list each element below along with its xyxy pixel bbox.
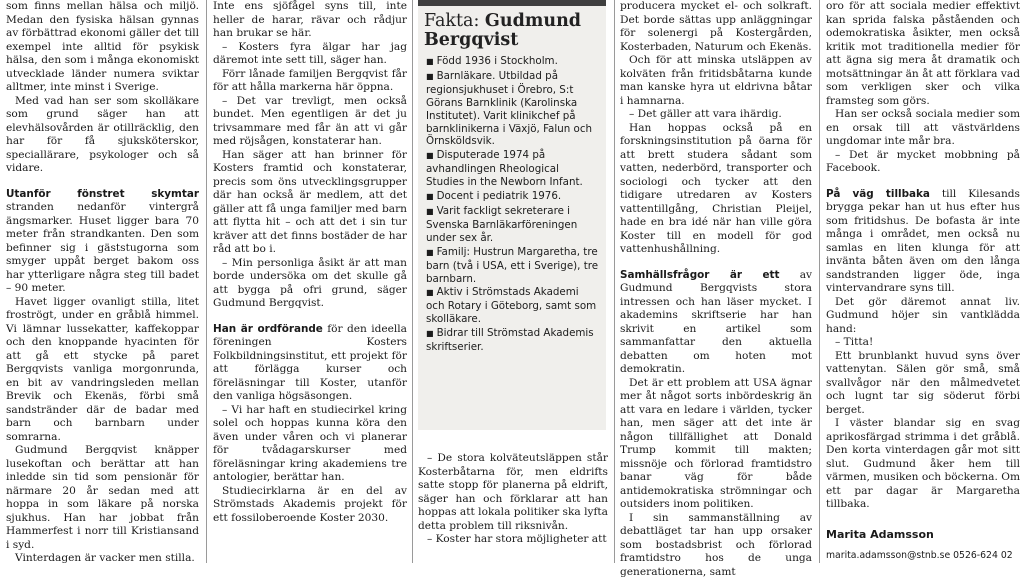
paragraph: Ett brunblankt huvud syns över vattenytan. Sälen gör små, små svallvågor när den målmedvetet och lugnt tar sig söderut förbi berget.: [826, 350, 1020, 418]
fact-item: [426, 327, 599, 354]
bullet-icon: ■: [426, 288, 434, 297]
paragraph: – Titta!: [826, 336, 1020, 350]
fact-item: [426, 286, 599, 326]
fact-item: [426, 205, 599, 245]
section-lead: Samhällsfrågor är ett: [620, 269, 779, 281]
paragraph: – Koster har stora möjligheter att: [418, 533, 608, 547]
fact-list: [418, 55, 606, 354]
column-divider: [412, 0, 413, 563]
paragraph: Studiecirklarna är en del av Strömstads Akademis projekt för ett fossiloberoende Koster 2030.: [213, 485, 407, 526]
bullet-icon: ■: [426, 72, 434, 81]
bullet-icon: ■: [426, 329, 434, 338]
article-column-1: [6, 0, 199, 563]
paragraph-with-lead: [6, 188, 199, 296]
fact-item: [426, 149, 599, 189]
paragraph: Inte ens sjöfågel syns till, inte heller de harar, rävar och rådjur han brukar se här.: [213, 0, 407, 41]
fact-text: Disputerade 1974 på avhandlingen Rheological Studies in the Newborn Infant.: [426, 149, 583, 188]
fact-box-heading-prefix: Fakta:: [424, 11, 485, 31]
paragraph: producera mycket el- och solkraft. Det borde sättas upp anläggningar för solenergi på Kostergården, Kosterbaden, Naturum och Ekenäs.: [620, 0, 812, 54]
fact-text: Aktiv i Strömstads Akademi och Rotary i Göteborg, samt som skolläkare.: [426, 286, 596, 325]
bullet-icon: ■: [426, 207, 434, 216]
paragraph-with-lead: [620, 269, 812, 377]
bullet-icon: ■: [426, 248, 434, 257]
paragraph: – Det gäller att vara ihärdig.: [620, 108, 812, 122]
paragraph: – Kosters fyra älgar har jag däremot inte sett till, säger han.: [213, 41, 407, 68]
paragraph: – Vi har haft en studiecirkel kring solel och hoppas kunna köra den även under våren och vi planerar för tvådagarskurser med föreläsningar kring akademiens tre antologier, berättar han.: [213, 404, 407, 485]
paragraph: oro för att sociala medier effektivt kan sprida falska påståenden och odemokratiska åsikter, men också kritik mot traditionella medier för att ägna sig mera åt dramatik och motsättningar än åt att förklara vad som verkligen sker och vilka framsteg som görs.: [826, 0, 1020, 108]
paragraph: – Min personliga åsikt är att man borde undersöka om det skulle gå att bygga på ofri grund, säger Gudmund Bergqvist.: [213, 257, 407, 311]
fact-text: Barnläkare. Utbildad på regionsjukhuset i Örebro, S:t Görans Barnklinik (Karolinska Institutet). Varit klinikchef på barnklinikerna i Växjö, Falun och Örnsköldsvik.: [426, 70, 592, 148]
column-divider: [206, 0, 207, 563]
section-lead: Han är ordförande: [213, 323, 323, 335]
paragraph: – Det var trevligt, men också bundet. Men egentligen är det ju trivsammare med får än att vi går med röjsågen, konstaterar han.: [213, 95, 407, 149]
author-name: Marita Adamsson: [826, 528, 1020, 542]
article-column-4: [620, 0, 812, 563]
fact-item: [426, 70, 599, 148]
paragraph: Det gör däremot annat liv. Gudmund höjer sin vantklädda hand:: [826, 296, 1020, 337]
paragraph: Med vad han ser som skolläkare som grund säger han att elevhälsovården är otillräcklig, den har för få sjuksköterskor, speciallärare, psykologer och så vidare.: [6, 95, 199, 176]
paragraph: Han hoppas också på en forskningsinstitution på öarna för att brett studera sådant som vatten, nederbörd, transporter och sociologi och tycker att den tidigare utredaren av Kosters vattentillgång, Christian Pleijel, hade en bra idé när han ville göra Koster till en modell för god vattenhushållning.: [620, 122, 812, 257]
column-divider: [614, 0, 615, 563]
section-lead: Utanför fönstret skymtar: [6, 188, 199, 200]
paragraph: Förr lånade familjen Bergqvist får för att hålla markerna här öppna.: [213, 68, 407, 95]
fact-item: [426, 55, 599, 69]
paragraph: Det är ett problem att USA ägnar mer åt något sorts inbördeskrig än att vara en ledare i världen, tycker han, men säger att det inte är någon tillfällighet att Donald Trump kommit till makten; missnöje och förlorad framtidstro banar väg för både antidemokratiska strömningar och outsiders inom politiken.: [620, 377, 812, 512]
fact-box-heading-name: Gudmund Bergqvist: [424, 11, 581, 50]
article-column-2: [213, 0, 407, 563]
paragraph: Han säger att han brinner för Kosters framtid och konstaterar, precis som öns utvecklingsgrupper där han också är medlem, att det gäller att få unga familjer med barn att flytta hit – och att det i sin tur kräver att det finns bostäder de har råd att bo i.: [213, 149, 407, 257]
fact-text: Docent i pediatrik 1976.: [437, 190, 562, 202]
bullet-icon: ■: [426, 192, 434, 201]
fact-box-heading: [424, 12, 606, 49]
paragraph-with-lead: [826, 188, 1020, 296]
paragraph: Gudmund Bergqvist knäpper lusekoftan och berättar att han inledde sin tid som pensionär för närmare 20 år sedan med att hoppa in som läkare på norska sjukhus. Han har jobbat från Hammerfest i norr till Kristiansand i syd.: [6, 444, 199, 552]
paragraph-text: till Kilesands brygga pekar han ut hus efter hus som fritidshus. De bofasta är inte många i området, men också nu samlas en liten klunga för att invänta båten även om den långa sandstranden ligger öde, inga vintervandrare syns till.: [826, 188, 1020, 295]
fact-text: Bidrar till Strömstad Akademis skriftserier.: [426, 327, 594, 353]
section-lead: På väg tillbaka: [826, 188, 930, 200]
fact-text: Född 1936 i Stockholm.: [437, 55, 558, 67]
paragraph: I väster blandar sig en svag aprikosfärgad strimma i det gråblå. Den korta vinterdagen går mot sitt slut. Gudmund åker hem till värmen, musiken och böckerna. Om ett par dagar är Margaretha tillbaka.: [826, 417, 1020, 512]
column-divider: [819, 0, 820, 563]
fact-box-top-bar: [418, 0, 606, 6]
paragraph: som finns mellan hälsa och miljö. Medan den fysiska hälsan gynnas av förbättrad ekonomi gäller det till exempel inte alltid för psykisk hälsa, den som i många ekonomiskt utvecklade länder numera sviktar alltmer, inte minst i Sverige.: [6, 0, 199, 95]
fact-item: [426, 246, 599, 286]
paragraph: – De stora kolväteutsläppen står Kosterbåtarna för, men eldrifts satte stopp för planerna på eldrift, säger han och förklarar att han hoppas att lokala politiker ska lyfta detta problem till riksnivån.: [418, 452, 608, 533]
paragraph-text: stranden nedanför vintergrå ängsmarker. Huset ligger bara 70 meter från strandkanten. Den som befinner sig i gäststugorna som smyger uppåt berget bakom oss har ytterligare några steg till badet – 90 meter.: [6, 201, 199, 294]
author-contact: marita.adamsson@stnb.se 0526-624 02: [826, 549, 1020, 563]
paragraph: Havet ligger ovanligt stilla, litet froströgt, under en gråblå himmel. Vi lämnar lussekatter, kaffekoppar och den knoppande hyacinten för att gå ett stycke på paret Bergqvists vanliga morgonrunda, en bit av vandringsleden mellan Brevik och Ekenäs, förbi små sandstränder där de badar med barn och barnbarn under somrarna.: [6, 296, 199, 445]
bullet-icon: ■: [426, 151, 434, 160]
paragraph: Han ser också sociala medier som en orsak till att västvärldens ungdomar inte mår bra.: [826, 108, 1020, 149]
article-column-5: [826, 0, 1020, 563]
paragraph: Och för att minska utsläppen av kolväten från fritidsbåtarna kunde man kanske hyra ut eldrivna båtar i hamnarna.: [620, 54, 812, 108]
fact-text: Familj: Hustrun Margaretha, tre barn (två i USA, ett i Sverige), tre barnbarn.: [426, 246, 598, 285]
paragraph-text: för den ideella föreningen Kosters Folkbildningsinstitut, ett projekt för att förlägga kurser och föreläsningar till Koster, utanför den vanliga högsäsongen.: [213, 323, 407, 403]
paragraph: – Det är mycket mobbning på Facebook.: [826, 149, 1020, 176]
fact-item: [426, 190, 599, 204]
paragraph-text: av Gudmund Bergqvists stora intressen och han läser mycket. I akademins skriftserie har han skrivit en artikel som sammanfattar den aktuella debatten om hoten mot demokratin.: [620, 269, 812, 376]
fact-text: Varit fackligt sekreterare i Svenska Barnläkarföreningen under sex år.: [426, 205, 577, 244]
bullet-icon: ■: [426, 57, 434, 66]
fact-box: [418, 0, 606, 430]
paragraph: I sin sammanställning av debattläget tar han upp orsaker som bostadsbrist och förlorad framtidstro hos de unga generationerna, samt: [620, 512, 812, 579]
paragraph-with-lead: [213, 323, 407, 404]
paragraph: Vinterdagen är vacker men stilla.: [6, 552, 199, 566]
article-column-3: [418, 452, 608, 563]
